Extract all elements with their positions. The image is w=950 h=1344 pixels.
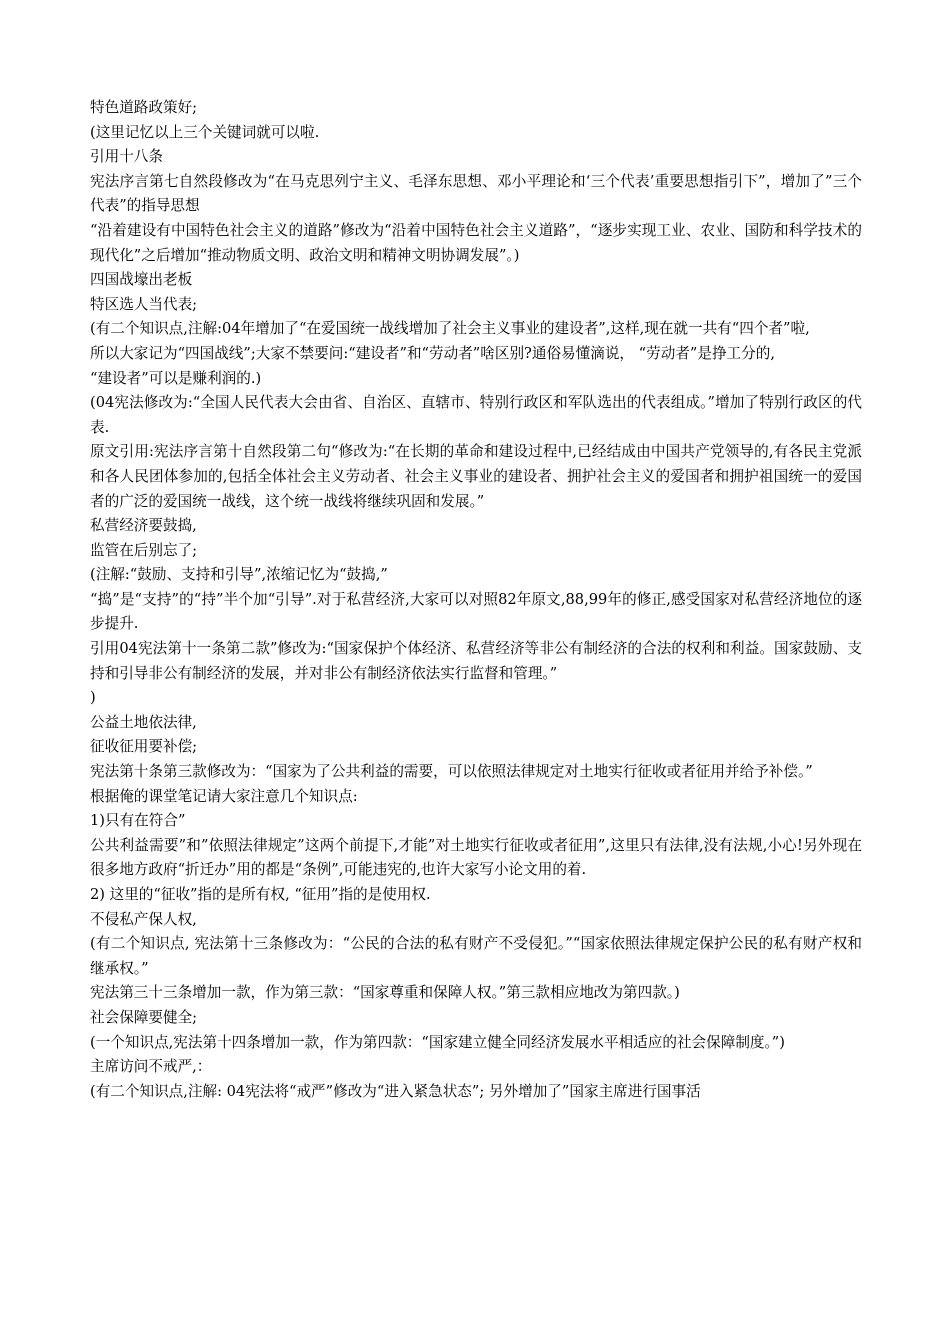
text-line: (04宪法修改为:“全国人民代表大会由省、自治区、直辖市、特别行政区和军队选出的代表组成。”增加了特别行政区的代表. [90, 394, 862, 436]
text-line: 特色道路政策好; [90, 99, 198, 116]
text-line: 宪法第十条第三款修改为：“国家为了公共利益的需要，可以依照法律规定对土地实行征收或者征用并给予补偿。” [90, 763, 813, 781]
text-line: 2) 这里的“征收”指的是所有权, “征用”指的是使用权. [90, 886, 431, 903]
text-line: 征收征用要补偿; [90, 738, 198, 756]
text-line: (有二个知识点,注解: 04宪法将“戒严”修改为“进入紧急状态”; 另外增加了”国家主席进行国事活 [90, 1082, 701, 1100]
document-body [90, 96, 862, 1104]
text-line: 原文引用:宪法序言第十自然段第二句“修改为:“在长期的革命和建设过程中,已经结成由中国共产党领导的,有各民主党派和各人民团体参加的,包括全体社会主义劳动者、社会主义事业的建设者、拥护社会主义的爱国者和拥护祖国统一的爱国者的广泛的爱国统一战线，这个统一战线将继续巩固和发展。” [90, 443, 862, 510]
text-line: 私营经济要鼓捣, [90, 517, 197, 535]
text-line: 社会保障要健全; [90, 1008, 198, 1026]
text-line: 1)只有在符合” [90, 812, 186, 830]
text-line: 主席访问不戒严,： [90, 1058, 212, 1076]
text-line: (注解:“鼓励、支持和引导”,浓缩记忆为“鼓捣,” [90, 566, 388, 584]
text-line: 不侵私产保人权, [90, 910, 197, 928]
text-line: 特区选人当代表; [90, 295, 198, 313]
text-line: 引用十八条 [90, 148, 163, 166]
text-line: 所以大家记为“四国战线”;大家不禁要问:“建设者”和“劳动者”啥区别?通俗易懂滴说， “劳动者”是挣工分的, [90, 344, 775, 362]
text-line: 宪法第三十三条增加一款，作为第三款：“国家尊重和保障人权。”第三款相应地改为第四款。) [90, 984, 680, 1002]
text-line: (有二个知识点, 宪法第十三条修改为：“公民的合法的私有财产不受侵犯。”“国家依照法律规定保护公民的私有财产权和继承权。” [90, 935, 862, 977]
text-line: “沿着建设有中国特色社会主义的道路”修改为“沿着中国特色社会主义道路”，“逐步实现工业、农业、国防和科学技术的现代化”之后增加“推动物质文明、政治文明和精神文明协调发展”。) [90, 221, 862, 264]
text-line: “建设者”可以是赚利润的.) [90, 369, 262, 387]
text-line: 根据俺的课堂笔记请大家注意几个知识点: [90, 787, 358, 805]
text-line: 四国战壕出老板 [90, 271, 193, 289]
text-line: 宪法序言第七自然段修改为“在马克思列宁主义、毛泽东思想、邓小平理论和‘三个代表’重要思想指引下”，增加了”三个代表”的指导思想 [90, 172, 862, 215]
text-line: 公共利益需要”和”依照法律规定”这两个前提下,才能”对土地实行征收或者征用”,这里只有法律,没有法规,小心!另外现在很多地方政府“折迁办”用的都是“条例”,可能违宪的,也许大家写小论文用的着. [90, 836, 862, 879]
text-line: 公益土地依法律, [90, 713, 197, 731]
text-line: 监管在后别忘了; [90, 541, 198, 559]
text-line: (有二个知识点,注解:04年增加了“在爱国统一战线增加了社会主义事业的建设者”,这样,现在就一共有“四个者”啦, [90, 320, 810, 338]
text-line: ) [90, 689, 96, 707]
text-line: 引用04宪法第十一条第二款”修改为:“国家保护个体经济、私营经济等非公有制经济的合法的权利和利益。国家鼓励、支持和引导非公有制经济的发展，并对非公有制经济依法实行监督和管理。” [90, 640, 862, 682]
text-line: (这里记忆以上三个关键词就可以啦. [90, 123, 320, 141]
text-line: (一个知识点,宪法第十四条增加一款，作为第四款：“国家建立健全同经济发展水平相适应的社会保障制度。”) [90, 1033, 785, 1051]
text-line: “捣”是“支持”的“持”半个加“引导”.对于私营经济,大家可以对照82年原文,88,99年的修正,感受国家对私营经济地位的逐步提升. [90, 590, 862, 633]
